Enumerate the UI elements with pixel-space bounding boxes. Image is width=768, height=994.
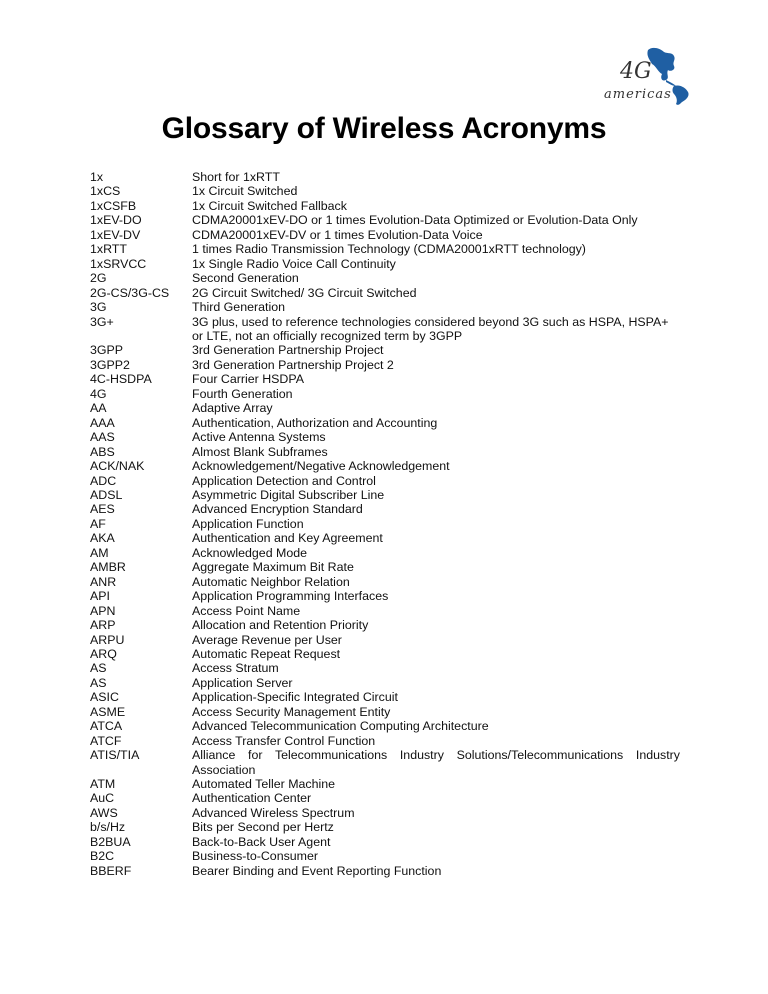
acronym-term: 3GPP2 bbox=[90, 357, 130, 372]
glossary-entry bbox=[90, 618, 680, 632]
acronym-definition: Application Server bbox=[192, 675, 293, 690]
acronym-term: 1xSRVCC bbox=[90, 256, 147, 271]
acronym-definition: Active Antenna Systems bbox=[192, 430, 326, 445]
glossary-entry bbox=[90, 820, 680, 834]
glossary-entry bbox=[90, 213, 680, 227]
glossary-entry bbox=[90, 416, 680, 430]
acronym-definition: 3rd Generation Partnership Project bbox=[192, 343, 384, 358]
acronym-term: AES bbox=[90, 502, 115, 517]
glossary-entry bbox=[90, 358, 680, 372]
glossary-entry bbox=[90, 387, 680, 401]
glossary-entry bbox=[90, 459, 680, 473]
acronym-definition: 1x Circuit Switched bbox=[192, 184, 298, 199]
glossary-entry bbox=[90, 633, 680, 647]
acronym-term: 1xCS bbox=[90, 184, 121, 199]
acronym-term: ARP bbox=[90, 618, 116, 633]
acronym-term: 2G-CS/3G-CS bbox=[90, 285, 170, 300]
acronym-definition: Authentication and Key Agreement bbox=[192, 531, 383, 546]
acronym-definition: Advanced Telecommunication Computing Architecture bbox=[192, 719, 489, 734]
acronym-definition: Automated Teller Machine bbox=[192, 777, 336, 792]
acronym-definition: Advanced Encryption Standard bbox=[192, 502, 363, 517]
glossary-entry bbox=[90, 647, 680, 661]
acronym-definition: Business-to-Consumer bbox=[192, 849, 319, 864]
acronym-term: 4C-HSDPA bbox=[90, 372, 152, 387]
glossary-entry bbox=[90, 445, 680, 459]
acronym-definition: Bearer Binding and Event Reporting Function bbox=[192, 863, 442, 878]
glossary-entry bbox=[90, 242, 680, 256]
acronym-term: b/s/Hz bbox=[90, 820, 126, 835]
acronym-definition: CDMA20001xEV-DO or 1 times Evolution-Data Optimized or Evolution-Data Only bbox=[192, 213, 638, 228]
acronym-definition: Fourth Generation bbox=[192, 386, 293, 401]
acronym-term: ASME bbox=[90, 704, 126, 719]
acronym-term: ABS bbox=[90, 444, 115, 459]
acronym-definition: Application-Specific Integrated Circuit bbox=[192, 690, 398, 705]
page-title: Glossary of Wireless Acronyms bbox=[161, 112, 607, 145]
glossary-entry bbox=[90, 560, 680, 574]
acronym-term: ATCF bbox=[90, 733, 122, 748]
4g-americas-logo bbox=[590, 42, 700, 106]
acronym-definition: 3G plus, used to reference technologies considered beyond 3G such as HSPA, HSPA+ or LTE, not an officially recognized term by 3GPP bbox=[192, 314, 669, 343]
acronym-term: AuC bbox=[90, 791, 115, 806]
glossary-entry bbox=[90, 690, 680, 704]
acronym-term: API bbox=[90, 589, 110, 604]
acronym-term: BBERF bbox=[90, 863, 132, 878]
acronym-definition: Access Transfer Control Function bbox=[192, 733, 376, 748]
acronym-term: B2BUA bbox=[90, 834, 131, 849]
acronym-term: ATCA bbox=[90, 719, 123, 734]
acronym-definition: Advanced Wireless Spectrum bbox=[192, 805, 355, 820]
acronym-definition: Almost Blank Subframes bbox=[192, 444, 328, 459]
glossary-entry bbox=[90, 734, 680, 748]
acronym-definition: Acknowledged Mode bbox=[192, 545, 308, 560]
acronym-term: ATM bbox=[90, 777, 116, 792]
acronym-term: AA bbox=[90, 401, 107, 416]
acronym-term: ADSL bbox=[90, 487, 123, 502]
acronym-definition: Automatic Neighbor Relation bbox=[192, 574, 350, 589]
acronym-term: AS bbox=[90, 661, 107, 676]
svg-text:americas: americas bbox=[604, 87, 672, 102]
acronym-definition: Authentication, Authorization and Accounting bbox=[192, 415, 438, 430]
glossary-entry bbox=[90, 575, 680, 589]
acronym-term: B2C bbox=[90, 849, 115, 864]
glossary-entry bbox=[90, 343, 680, 357]
acronym-term: 2G bbox=[90, 271, 107, 286]
acronym-term: 1xCSFB bbox=[90, 198, 137, 213]
glossary-entry bbox=[90, 502, 680, 516]
acronym-definition: Alliance for Telecommunications Industry Solutions/Telecommunications Industry Association bbox=[192, 748, 680, 777]
acronym-definition: Second Generation bbox=[192, 271, 299, 286]
acronym-definition: Access Stratum bbox=[192, 661, 279, 676]
acronym-term: 1x bbox=[90, 170, 104, 184]
glossary-entry bbox=[90, 531, 680, 545]
glossary-entry bbox=[90, 777, 680, 791]
acronym-definition: Average Revenue per User bbox=[192, 632, 342, 647]
acronym-term: 3G+ bbox=[90, 314, 114, 329]
acronym-term: APN bbox=[90, 603, 116, 618]
glossary-entry bbox=[90, 199, 680, 213]
acronym-term: 3G bbox=[90, 300, 107, 315]
glossary-entry bbox=[90, 401, 680, 415]
glossary-entry bbox=[90, 372, 680, 386]
acronym-term: ARQ bbox=[90, 646, 117, 661]
acronym-definition: Third Generation bbox=[192, 300, 285, 315]
acronym-term: 1xEV-DV bbox=[90, 227, 141, 242]
acronym-definition: Short for 1xRTT bbox=[192, 170, 280, 184]
glossary-entry bbox=[90, 748, 680, 777]
glossary-entry bbox=[90, 661, 680, 675]
acronym-term: 3GPP bbox=[90, 343, 124, 358]
acronym-term: 1xRTT bbox=[90, 242, 127, 257]
glossary-entry bbox=[90, 546, 680, 560]
acronym-term: AM bbox=[90, 545, 109, 560]
acronym-definition: Acknowledgement/Negative Acknowledgement bbox=[192, 459, 450, 474]
acronym-definition: CDMA20001xEV-DV or 1 times Evolution-Data Voice bbox=[192, 227, 483, 242]
glossary-entry bbox=[90, 864, 680, 878]
glossary-entry bbox=[90, 806, 680, 820]
glossary-entry bbox=[90, 184, 680, 198]
glossary-entry bbox=[90, 719, 680, 733]
acronym-term: AAA bbox=[90, 415, 115, 430]
acronym-term: ADC bbox=[90, 473, 117, 488]
acronym-definition: Adaptive Array bbox=[192, 401, 273, 416]
acronym-term: AKA bbox=[90, 531, 115, 546]
glossary-entry bbox=[90, 271, 680, 285]
acronym-term: AWS bbox=[90, 805, 118, 820]
svg-text:4G: 4G bbox=[620, 59, 652, 84]
glossary-entry bbox=[90, 286, 680, 300]
acronym-definition: Application Detection and Control bbox=[192, 473, 376, 488]
acronym-definition: Application Function bbox=[192, 516, 304, 531]
acronym-term: AAS bbox=[90, 430, 115, 445]
glossary-entry bbox=[90, 791, 680, 805]
acronym-definition: Back-to-Back User Agent bbox=[192, 834, 331, 849]
glossary-entry bbox=[90, 488, 680, 502]
glossary-entry bbox=[90, 705, 680, 719]
acronym-definition: Aggregate Maximum Bit Rate bbox=[192, 560, 354, 575]
acronym-definition: 2G Circuit Switched/ 3G Circuit Switched bbox=[192, 285, 417, 300]
glossary-entry bbox=[90, 474, 680, 488]
acronym-definition: Access Security Management Entity bbox=[192, 704, 391, 719]
glossary-entry bbox=[90, 315, 680, 344]
glossary-entry bbox=[90, 517, 680, 531]
glossary-entry bbox=[90, 170, 680, 184]
glossary-entry bbox=[90, 300, 680, 314]
acronym-definition: 1 times Radio Transmission Technology (CDMA20001xRTT technology) bbox=[192, 242, 586, 257]
acronym-term: AF bbox=[90, 516, 106, 531]
glossary-entry bbox=[90, 835, 680, 849]
acronym-term: AS bbox=[90, 675, 107, 690]
acronym-definition: 3rd Generation Partnership Project 2 bbox=[192, 357, 394, 372]
acronym-definition: 1x Circuit Switched Fallback bbox=[192, 198, 347, 213]
glossary-entry bbox=[90, 849, 680, 863]
acronym-definition: Allocation and Retention Priority bbox=[192, 618, 369, 633]
acronym-term: ANR bbox=[90, 574, 117, 589]
acronym-term: ARPU bbox=[90, 632, 125, 647]
acronym-term: 4G bbox=[90, 386, 107, 401]
acronym-term: ASIC bbox=[90, 690, 119, 705]
glossary-entry bbox=[90, 228, 680, 242]
glossary-entry bbox=[90, 589, 680, 603]
glossary-list bbox=[90, 170, 680, 878]
glossary-entry bbox=[90, 676, 680, 690]
acronym-definition: Automatic Repeat Request bbox=[192, 646, 341, 661]
acronym-definition: Access Point Name bbox=[192, 603, 301, 618]
acronym-definition: Bits per Second per Hertz bbox=[192, 820, 334, 835]
acronym-term: 1xEV-DO bbox=[90, 213, 142, 228]
acronym-definition: Four Carrier HSDPA bbox=[192, 372, 304, 387]
acronym-definition: Application Programming Interfaces bbox=[192, 589, 389, 604]
glossary-entry bbox=[90, 257, 680, 271]
acronym-definition: Asymmetric Digital Subscriber Line bbox=[192, 487, 385, 502]
glossary-entry bbox=[90, 604, 680, 618]
acronym-term: ATIS/TIA bbox=[90, 748, 140, 763]
acronym-definition: 1x Single Radio Voice Call Continuity bbox=[192, 256, 396, 271]
glossary-entry bbox=[90, 430, 680, 444]
acronym-term: ACK/NAK bbox=[90, 459, 145, 474]
americas-map-icon bbox=[590, 42, 700, 106]
acronym-term: AMBR bbox=[90, 560, 126, 575]
acronym-definition: Authentication Center bbox=[192, 791, 312, 806]
